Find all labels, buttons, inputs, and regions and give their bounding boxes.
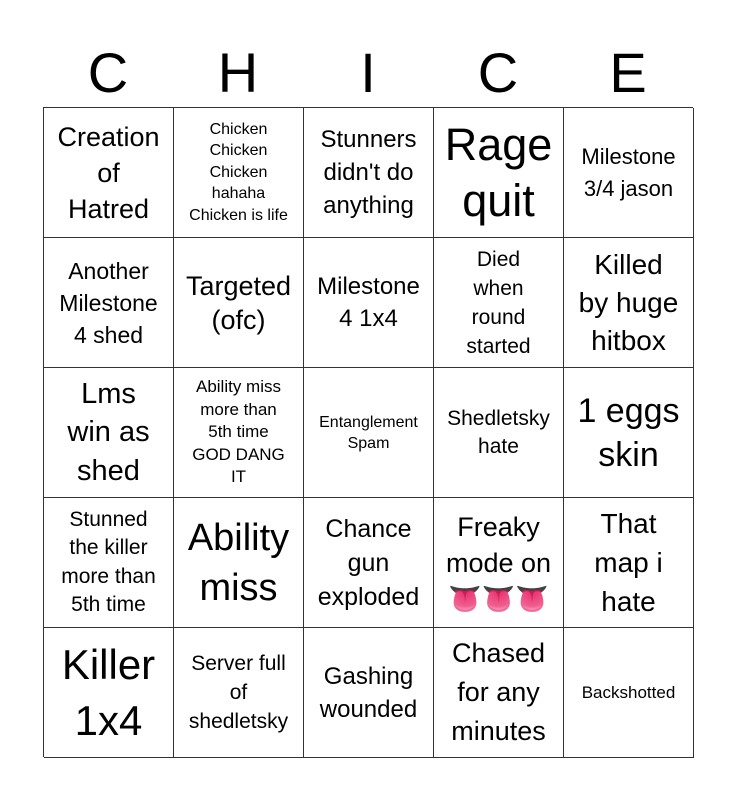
bingo-cell[interactable]: 1 eggs skin <box>564 368 694 498</box>
bingo-header <box>43 38 693 108</box>
header-letter: C <box>477 41 519 104</box>
bingo-cell[interactable]: Targeted (ofc) <box>174 238 304 368</box>
bingo-cell[interactable]: Server full of shedletsky <box>174 628 304 758</box>
header-letter: H <box>217 41 259 104</box>
bingo-cell[interactable]: Stunners didn't do anything <box>304 108 434 238</box>
bingo-cell[interactable]: Backshotted <box>564 628 694 758</box>
bingo-cell[interactable]: Chicken Chicken Chicken hahaha Chicken is life <box>174 108 304 238</box>
bingo-cell[interactable]: Rage quit <box>434 108 564 238</box>
bingo-cell[interactable]: Shedletsky hate <box>434 368 564 498</box>
bingo-cell[interactable]: Freaky mode on 👅👅👅 <box>434 498 564 628</box>
bingo-cell[interactable]: Died when round started <box>434 238 564 368</box>
bingo-cell[interactable]: Creation of Hatred <box>44 108 174 238</box>
bingo-cell[interactable]: Milestone 3/4 jason <box>564 108 694 238</box>
bingo-cell[interactable]: Gashing wounded <box>304 628 434 758</box>
header-letter: E <box>609 41 647 104</box>
bingo-cell[interactable]: Stunned the killer more than 5th time <box>44 498 174 628</box>
bingo-cell[interactable]: Chance gun exploded <box>304 498 434 628</box>
bingo-cell[interactable]: Chased for any minutes <box>434 628 564 758</box>
bingo-cell[interactable]: Killer 1x4 <box>44 628 174 758</box>
bingo-cell[interactable]: Milestone 4 1x4 <box>304 238 434 368</box>
header-letter: I <box>360 41 376 104</box>
bingo-cell[interactable]: Killed by huge hitbox <box>564 238 694 368</box>
bingo-cell[interactable]: Ability miss more than 5th time GOD DANG IT <box>174 368 304 498</box>
bingo-cell[interactable]: Lms win as shed <box>44 368 174 498</box>
bingo-grid <box>43 107 693 757</box>
bingo-cell[interactable]: Another Milestone 4 shed <box>44 238 174 368</box>
bingo-cell[interactable]: Ability miss <box>174 498 304 628</box>
bingo-cell[interactable]: Entanglement Spam <box>304 368 434 498</box>
bingo-cell[interactable]: That map i hate <box>564 498 694 628</box>
header-letter: C <box>87 41 129 104</box>
